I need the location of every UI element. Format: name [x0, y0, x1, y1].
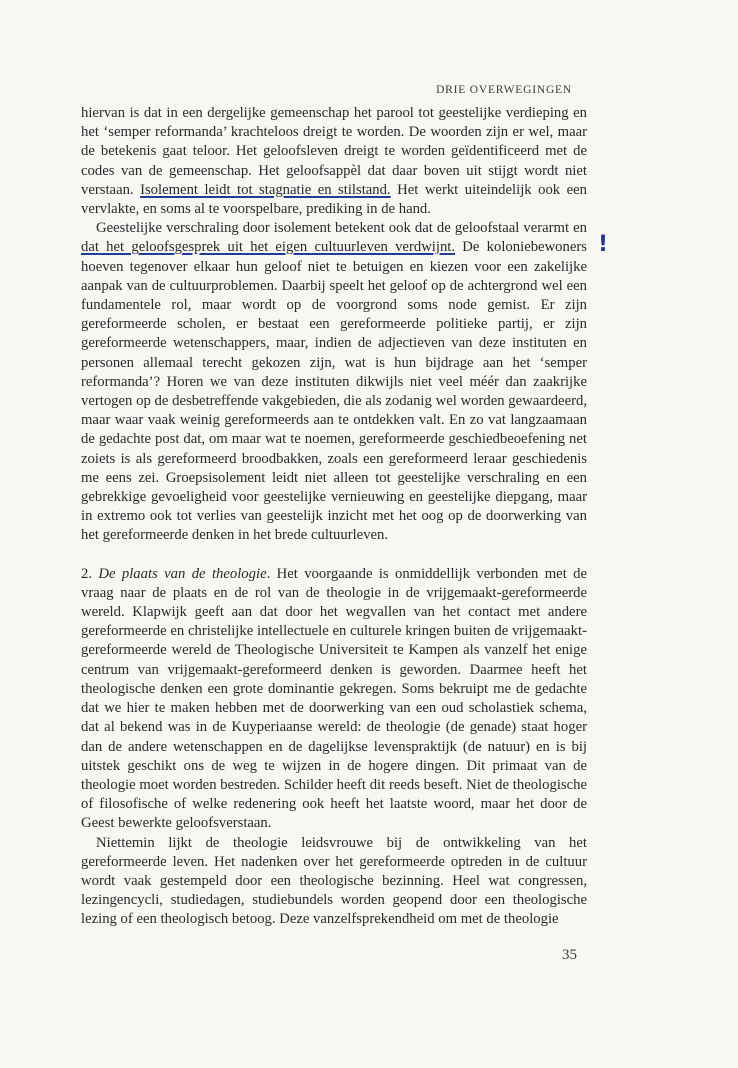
paragraph-2: [81, 219, 587, 545]
paragraph-1-text: hiervan is dat in een dergelijke gemeenschap het parool tot geestelijke verdieping en het ‘semper reformanda’ krachteloos dreigt te worden. De woorden zijn er wel, maar de betekenis gaat teloor. Het geloofsleven dreigt te worden geïdentificeerd met de codes van de gemeenschap. Het geloofsappèl dat daar boven uit stijgt wordt niet verstaan.: [81, 105, 587, 198]
running-head: DRIE OVERWEGINGEN: [436, 84, 572, 96]
paragraph-4: Niettemin lijkt de theologie leidsvrouwe bij de ontwikkeling van het gereformeerde leven. Het nadenken over het gereformeerde optreden in de cultuur wordt vaak gestempeld door een theologische bezinning. Heel wat congressen, lezingencycli, studiedagen, studiebundels worden geopend door een theologische lezing of een theologisch betoog. Deze vanzelfsprekendheid om met de theologie: [81, 834, 587, 928]
paragraph-2-text: Geestelijke verschraling door isolement betekent ook dat de geloofstaal verarmt en: [96, 220, 587, 237]
page-number: 35: [562, 947, 577, 963]
section-title: De plaats van de theologie: [98, 565, 267, 582]
section-2-text: . Het voorgaande is onmiddellijk verbonden met de vraag naar de plaats en de rol van de theologie in de vrijgemaakt-gereformeerde wereld. Klapwijk geeft aan dat door het wegvallen van het contact met andere gereformeerde en christelijke intellectuele en culturele kringen buiten de vrijgemaakt-gereformeerde wereld de Theologische Universiteit te Kampen als vanzelf het enige centrum van vrijgemaakt-gereformeerd denken is geworden. Daarmee heeft het theologische denken een grote dominantie gekregen. Soms bekruipt me de gedachte dat we hier te maken hebben met de doorwerking van een oud scholastiek schema, dat al bekend was in de Kuyperiaanse wereld: de theologie (de genade) staat hoger dan de andere wetenschappen en de dagelijkse levenspraktijk (de natuur) en is bij uitstek geschikt ons de weg te wijzen in de hogere dingen. Dit primaat van de theologie moet worden bestreden. Schilder heeft dit reeds beseft. Niet de theologische of filosofische of welke redenering ook heeft het laatste woord, maar het door de Geest bewerkte geloofsverstaan.: [81, 565, 588, 832]
underlined-passage-2: dat het geloofsgesprek uit het eigen cultuurleven verdwijnt.: [81, 239, 456, 256]
paragraph-1: [81, 104, 587, 219]
underlined-passage-1: Isolement leidt tot stagnatie en stilstand.: [140, 181, 391, 198]
section-number: 2.: [81, 565, 99, 582]
body-text: [81, 104, 587, 930]
paragraph-2-text-end: De koloniebewoners hoeven tegenover elkaar hun geloof niet te betuigen en kiezen voor een zakelijke aanpak van de cultuurproblemen. Daarbij speelt het geloof op de achtergrond wel een fundamentele rol, maar wordt op de voorgrond soms node gemist. Er zijn gereformeerde scholen, er bestaat een gereformeerde politieke partij, er zijn gereformeerde wetenschappers, maar, indien de adjectieven van deze instituten en personen allemaal terecht gekozen zijn, wat is hun bijdrage aan het ‘semper reformanda’? Horen we van deze instituten dikwijls niet veel méér dan zaakrijke vertogen op de desbetreffende vakgebieden, die als zodanig wel worden gewaardeerd, maar waar vaak weinig gereformeerds aan te ontdekken valt. En zo vat langzaamaan de gedachte post dat, om maar wat te noemen, gereformeerde geschiedbeoefening net zoiets is als gereformeerd broodbakken, zoals een gereformeerd leraar geschiedenis me eens zei. Groepsisolement leidt niet alleen tot geestelijke verschraling en een gebrekkige gevoeligheid voor geestelijke vernieuwing en geestelijke diepgang, maar in extremo ook tot verlies van geestelijk inzicht met het oog op de doorwerking van het gereformeerde denken in het brede cultuurleven.: [81, 239, 587, 544]
section-2-paragraph: [81, 565, 587, 834]
paragraph-1-text-end: Het werkt uiteindelijk ook een vervlakte, en soms al te voorspelbare, prediking in de hand.: [81, 181, 587, 218]
handwritten-exclamation-mark: !: [598, 232, 609, 257]
